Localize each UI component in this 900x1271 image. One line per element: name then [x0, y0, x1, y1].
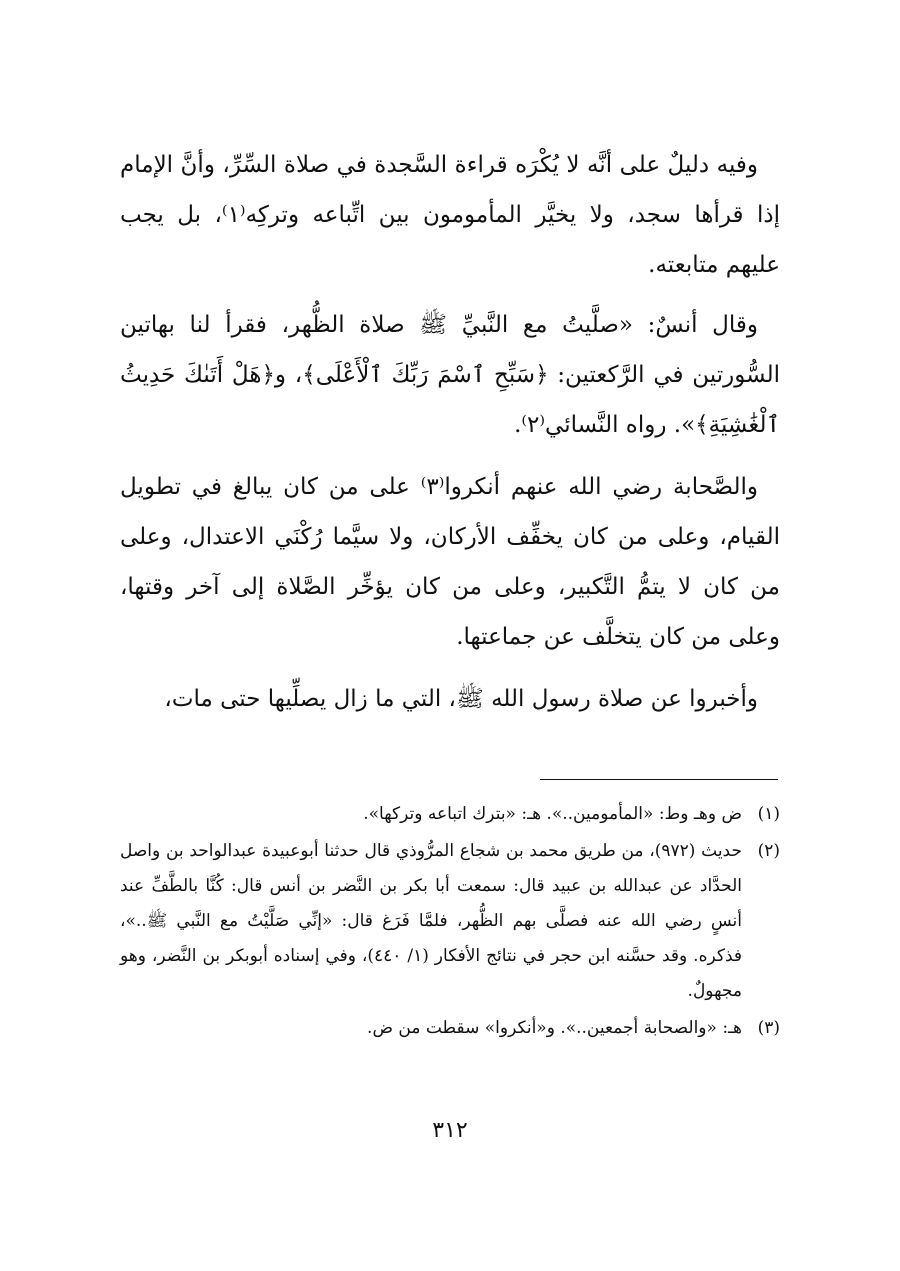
footnote-text: حديث (٩٧٢)، من طريق محمد بن شجاع المرُّوذي قال حدثنا أبوعبيدة عبدالواحد بن واصل الحدَّاد عن عبدالله بن عبيد قال: سمعت أبا بكر بن النَّضر بن أنس قال: كُنَّا بالطَّفِّ عند أنسٍ رضي الله عنه فصلَّى بهم الظُّهر، فلمَّا فَرَغ قال: «إنِّي صَلَّيْتُ مع النَّبي ﷺ..»، فذكره. وقد حسَّنه ابن حجر في نتائج الأفكار (١/ ٤٤٠)، وفي إسناده أبوبكر بن النَّضر، وهو مجهولٌ. — [120, 841, 742, 1001]
footnote-1 — [120, 797, 780, 832]
footnotes — [120, 797, 780, 1048]
footnote-text: ض وهـ وط: «المأمومين..». هـ: «بترك اتباعه وتركها». — [363, 804, 742, 824]
footnote-number: (٣) — [757, 1018, 780, 1038]
paragraph-akhbaru: وأخبروا عن صلاة رسول الله ﷺ، التي ما زال يصلِّيها حتى مات، — [164, 686, 758, 712]
paragraph-sujud: وفيه دليلٌ على أنَّه لا يُكْرَه قراءة السَّجدة في صلاة السِّرِّ، وأنَّ الإمام إذا قرأها سجد، ولا يخيَّر المأمومون بين اتِّباعه وتركِه⁽١⁾، بل يجب عليهم متابعته. — [120, 152, 780, 278]
footnote-number: (٢) — [757, 841, 780, 861]
footnote-number: (١) — [757, 804, 780, 824]
page-number: ٣١٢ — [432, 1118, 468, 1143]
footnote-2 — [120, 834, 780, 1009]
paragraph-sahaba: والصَّحابة رضي الله عنهم أنكروا⁽٣⁾ على من كان يبالغ في تطويل القيام، وعلى من كان يخفِّف الأركان، ولا سيَّما رُكْنَي الاعتدال، وعلى من كان لا يتمُّ التَّكبير، وعلى من كان يؤخِّر الصَّلاة إلى آخر وقتها، وعلى من كان يتخلَّف عن جماعتها. — [120, 474, 780, 650]
paragraph-anas-hadith: وقال أنسٌ: «صلَّيتُ مع النَّبيِّ ﷺ صلاة الظُّهر، فقرأ لنا بهاتين السُّورتين في الرَّكعتين: ﴿سَبِّحِ ٱسْمَ رَبِّكَ ٱلْأَعْلَى﴾، و﴿هَلْ أَتَىٰكَ حَدِيثُ ٱلْغَٰشِيَةِ﴾». رواه النَّسائي⁽٢⁾. — [120, 312, 780, 438]
footnote-separator — [540, 779, 778, 780]
main-text — [120, 140, 780, 736]
footnote-3 — [120, 1011, 780, 1046]
footnote-text: هـ: «والصحابة أجمعين..». و«أنكروا» سقطت من ض. — [367, 1018, 742, 1038]
